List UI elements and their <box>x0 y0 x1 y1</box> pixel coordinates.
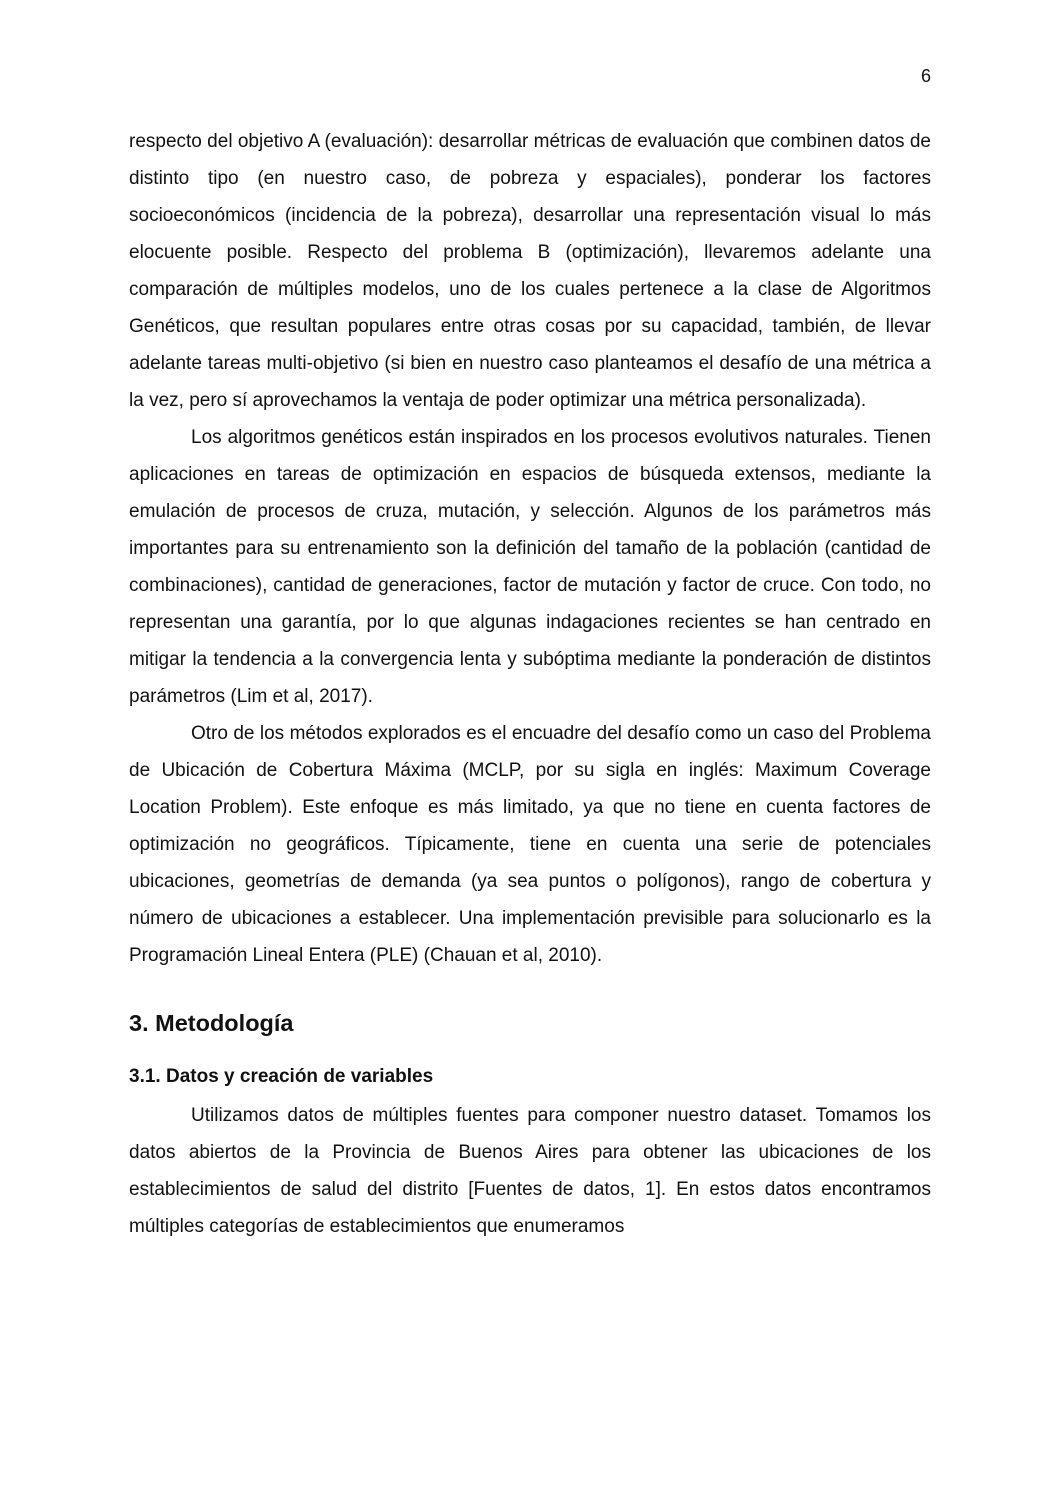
paragraph-genetic-algorithms: Los algoritmos genéticos están inspirados en los procesos evolutivos naturales. Tienen aplicaciones en tareas de optimización en espacios de búsqueda extensos, mediante la emulación de procesos de cruza, mutación, y selección. Algunos de los parámetros más importantes para su entrenamiento son la definición del tamaño de la población (cantidad de combinaciones), cantidad de generaciones, factor de mutación y factor de cruce. Con todo, no representan una garantía, por lo que algunas indagaciones recientes se han centrado en mitigar la tendencia a la convergencia lenta y subóptima mediante la ponderación de distintos parámetros (Lim et al, 2017). <box>129 427 931 707</box>
paragraph-data-sources: Utilizamos datos de múltiples fuentes para componer nuestro dataset. Tomamos los datos abiertos de la Provincia de Buenos Aires para obtener las ubicaciones de los establecimientos de salud del distrito [Fuentes de datos, 1]. En estos datos encontramos múltiples categorías de establecimientos que enumeramos <box>129 1105 931 1237</box>
paragraph-objectives: respecto del objetivo A (evaluación): desarrollar métricas de evaluación que combinen datos de distinto tipo (en nuestro caso, de pobreza y espaciales), ponderar los factores socioeconómicos (incidencia de la pobreza), desarrollar una representación visual lo más elocuente posible. Respecto del problema B (optimización), llevaremos adelante una comparación de múltiples modelos, uno de los cuales pertenece a la clase de Algoritmos Genéticos, que resultan populares entre otras cosas por su capacidad, también, de llevar adelante tareas multi-objetivo (si bien en nuestro caso planteamos el desafío de una métrica a la vez, pero sí aprovechamos la ventaja de poder optimizar una métrica personalizada). <box>129 131 931 411</box>
section-heading-methodology: 3. Metodología <box>129 1010 294 1036</box>
page-body <box>129 123 931 1245</box>
paragraph-mclp: Otro de los métodos explorados es el encuadre del desafío como un caso del Problema de Ubicación de Cobertura Máxima (MCLP, por su sigla en inglés: Maximum Coverage Location Problem). Este enfoque es más limitado, ya que no tiene en cuenta factores de optimización no geográficos. Típicamente, tiene en cuenta una serie de potenciales ubicaciones, geometrías de demanda (ya sea puntos o polígonos), rango de cobertura y número de ubicaciones a establecer. Una implementación previsible para solucionarlo es la Programación Lineal Entera (PLE) (Chauan et al, 2010). <box>129 723 931 966</box>
subsection-heading-data: 3.1. Datos y creación de variables <box>129 1066 434 1087</box>
page-number: 6 <box>920 66 931 86</box>
